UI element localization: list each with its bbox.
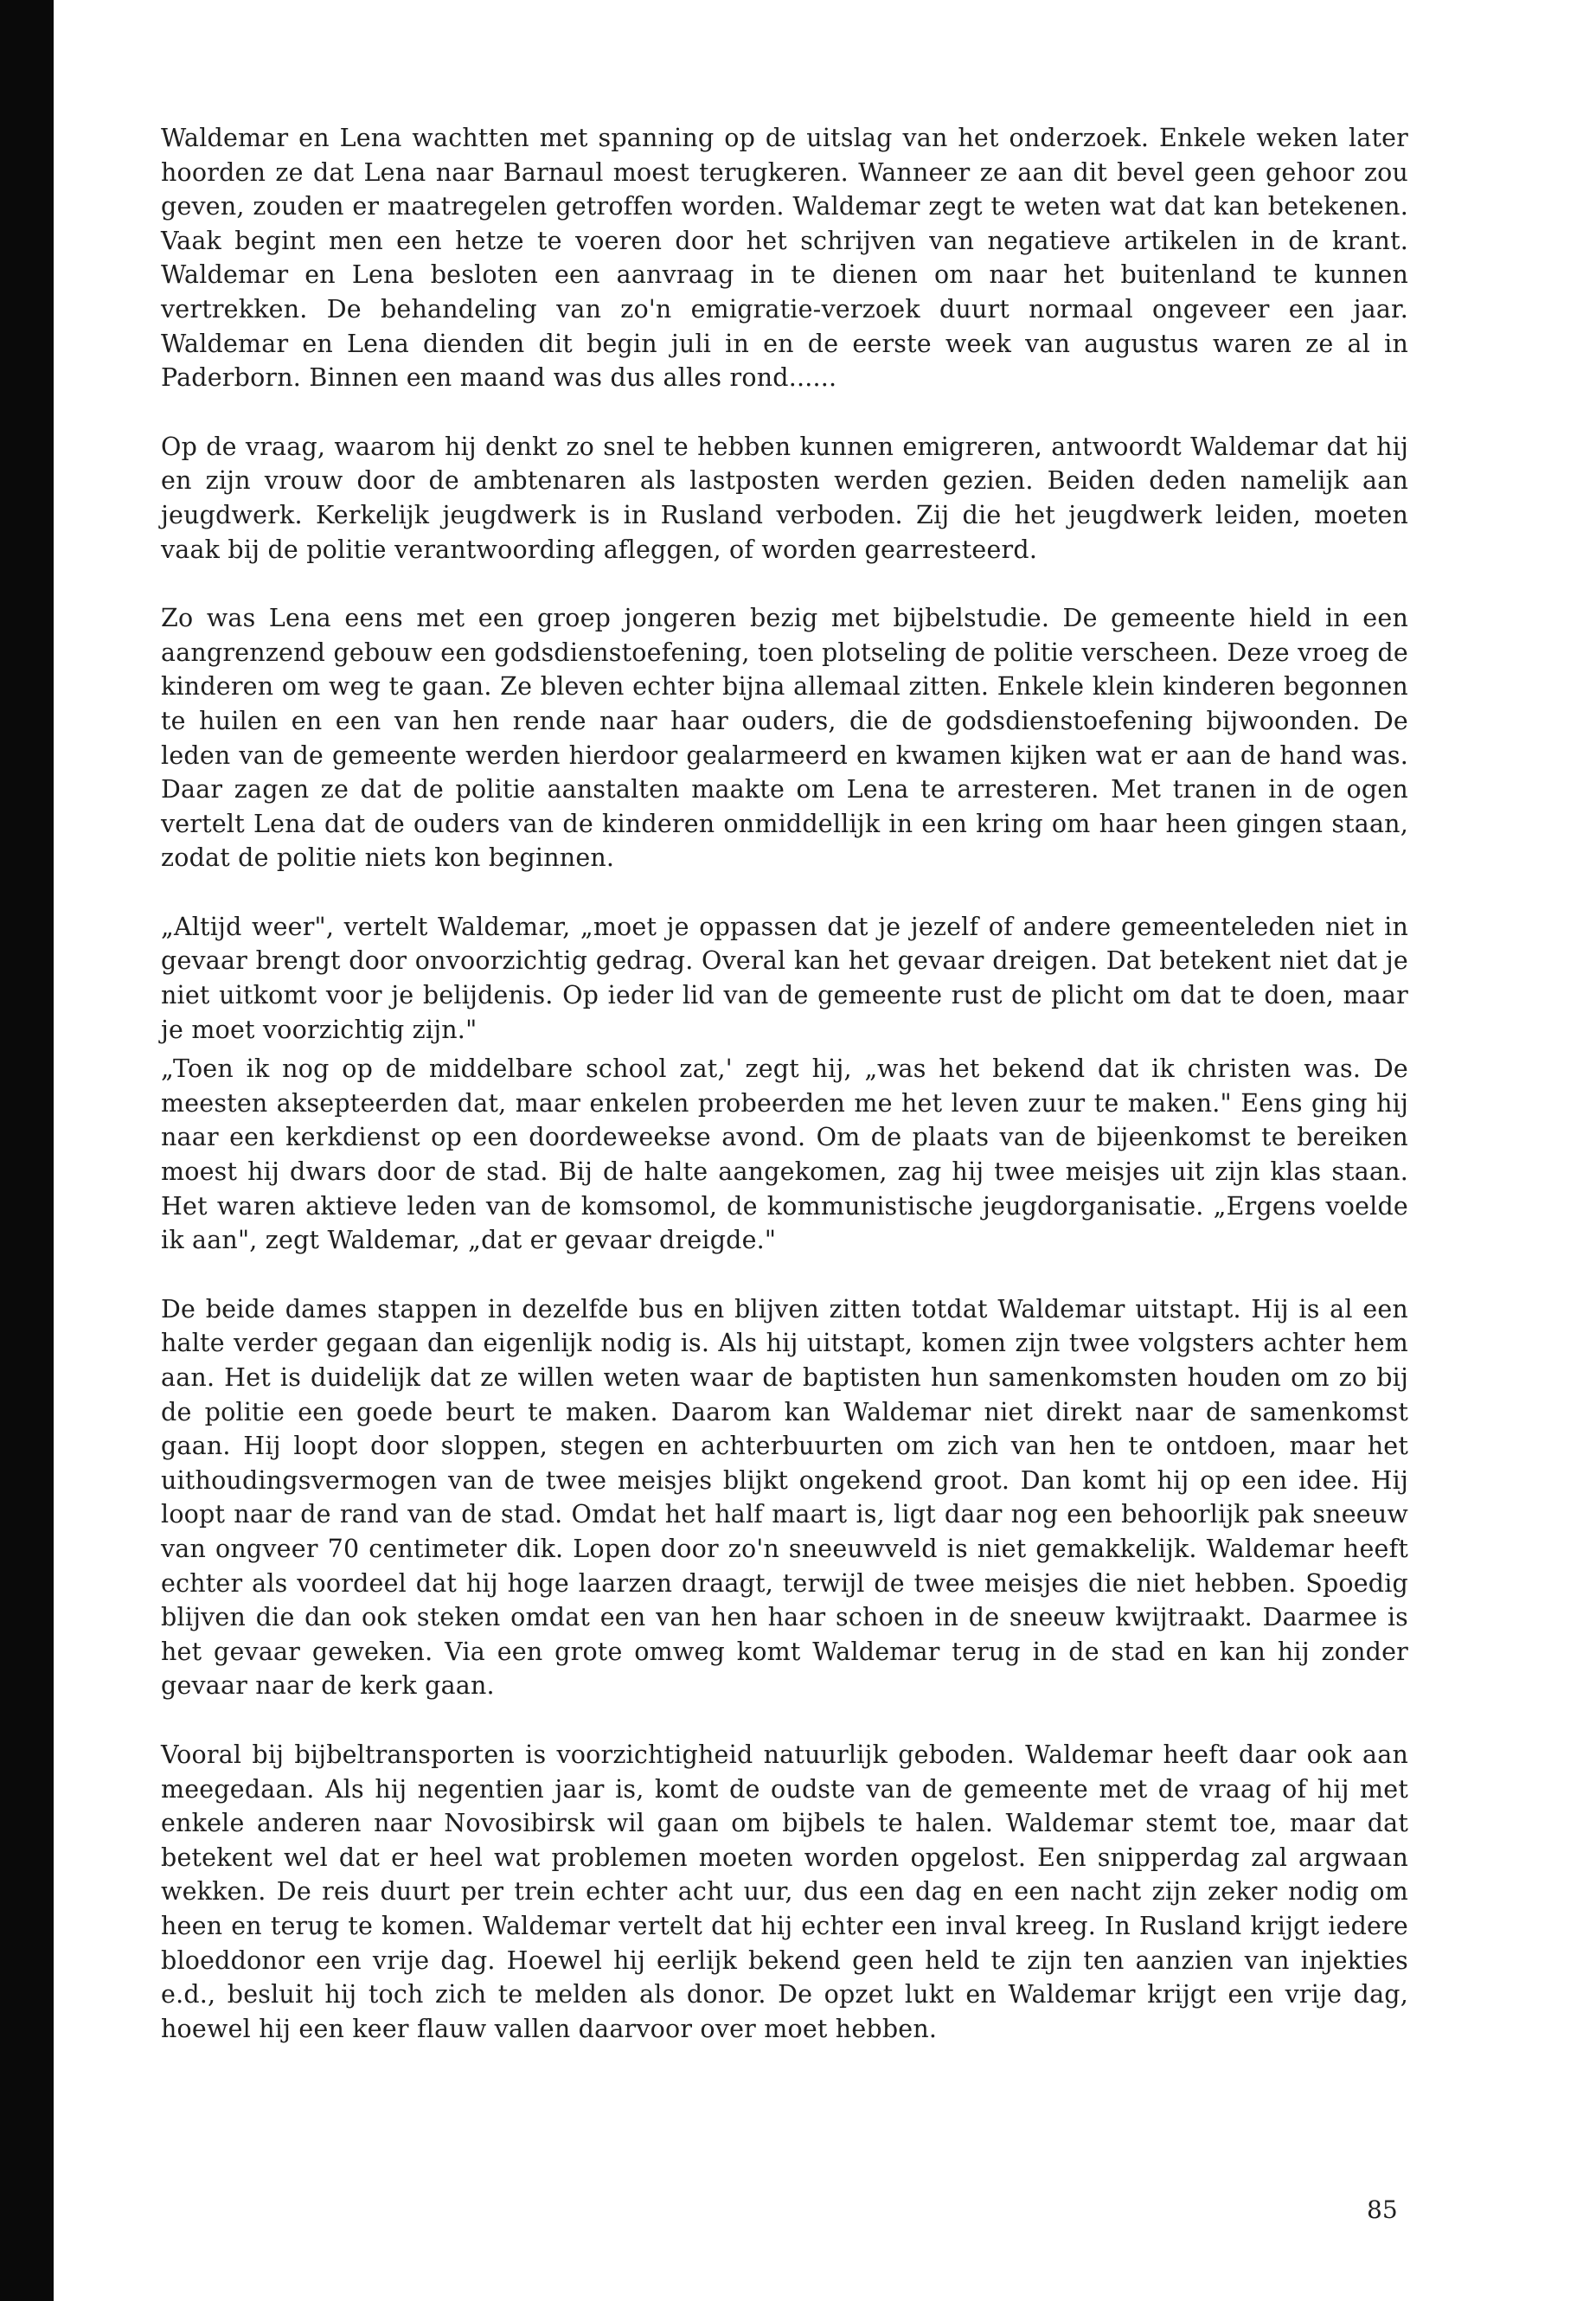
paragraph-2: Op de vraag, waarom hij denkt zo snel te hebben kunnen emigreren, antwoordt Waldemar dat hij en zijn vrouw door de ambtenaren als lastposten werden gezien. Beiden deden namelijk aan jeugdwerk. Kerkelijk jeugdwerk is in Rusland verboden. Zij die het jeugdwerk leiden, moeten vaak bij de politie verantwoording afleggen, of worden gearresteerd. xyxy=(161,432,1408,564)
page-body xyxy=(161,121,1408,2080)
paragraph-7: Vooral bij bijbeltransporten is voorzichtigheid natuurlijk geboden. Waldemar heeft daar ook aan meegedaan. Als hij negentien jaar is, komt de oudste van de gemeente met de vraag of hij met enkele anderen naar Novosibirsk wil gaan om bijbels te halen. Waldemar stemt toe, maar dat betekent wel dat er heel wat problemen moeten worden opgelost. Een snipperdag zal argwaan wekken. De reis duurt per trein echter acht uur, dus een dag en een nacht zijn zeker nodig om heen en terug te komen. Waldemar vertelt dat hij echter een inval kreeg. In Rusland krijgt iedere bloeddonor een vrije dag. Hoewel hij eerlijk bekend geen held te zijn ten aanzien van injekties e.d., besluit hij toch zich te melden als donor. De opzet lukt en Waldemar krijgt een vrije dag, hoewel hij een keer flauw vallen daarvoor over moet hebben. xyxy=(161,1740,1408,2043)
paragraph-1: Waldemar en Lena wachtten met spanning op de uitslag van het onderzoek. Enkele weken later hoorden ze dat Lena naar Barnaul moest terugkeren. Wanneer ze aan dit bevel geen gehoor zou geven, zouden er maatregelen getroffen worden. Waldemar zegt te weten wat dat kan betekenen. Vaak begint men een hetze te voeren door het schrijven van negatieve artikelen in de krant. Waldemar en Lena besloten een aanvraag in te dienen om naar het buitenland te kunnen vertrekken. De behandeling van zo'n emigratie-verzoek duurt normaal ongeveer een jaar. Waldemar en Lena dienden dit begin juli in en de eerste week van augustus waren ze al in Paderborn. Binnen een maand was dus alles rond...... xyxy=(161,124,1408,393)
paragraph-5: „Toen ik nog op de middelbare school zat,' zegt hij, „was het bekend dat ik christen was. De meesten aksepteerden dat, maar enkelen probeerden me het leven zuur te maken." Eens ging hij naar een kerkdienst op een doordeweekse avond. Om de plaats van de bijeenkomst te bereiken moest hij dwars door de stad. Bij de halte aangekomen, zag hij twee meisjes uit zijn klas staan. Het waren aktieve leden van de komsomol, de kommunistische jeugdorganisatie. „Ergens voelde ik aan", zegt Waldemar, „dat er gevaar dreigde." xyxy=(161,1054,1408,1255)
paragraph-3: Zo was Lena eens met een groep jongeren bezig met bijbelstudie. De gemeente hield in een aangrenzend gebouw een godsdienstoefening, toen plotseling de politie verscheen. Deze vroeg de kinderen om weg te gaan. Ze bleven echter bijna allemaal zitten. Enkele klein kinderen begonnen te huilen en een van hen rende naar haar ouders, die de godsdienstoefening bijwoonden. De leden van de gemeente werden hierdoor gealarmeerd en kwamen kijken wat er aan de hand was. Daar zagen ze dat de politie aanstalten maakte om Lena te arresteren. Met tranen in de ogen vertelt Lena dat de ouders van de kinderen onmiddellijk in een kring om haar heen gingen staan, zodat de politie niets kon beginnen. xyxy=(161,604,1408,873)
paragraph-6: De beide dames stappen in dezelfde bus en blijven zitten totdat Waldemar uitstapt. Hij is al een halte verder gegaan dan eigenlijk nodig is. Als hij uitstapt, komen zijn twee volgsters achter hem aan. Het is duidelijk dat ze willen weten waar de baptisten hun samenkomsten houden om zo bij de politie een goede beurt te maken. Daarom kan Waldemar niet direkt naar de samenkomst gaan. Hij loopt door sloppen, stegen en achterbuurten om zich van hen te ontdoen, maar het uithoudingsvermogen van de twee meisjes blijkt ongekend groot. Dan komt hij op een idee. Hij loopt naar de rand van de stad. Omdat het half maart is, ligt daar nog een behoorlijk pak sneeuw van ongveer 70 centimeter dik. Lopen door zo'n sneeuwveld is niet gemakkelijk. Waldemar heeft echter als voordeel dat hij hoge laarzen draagt, terwijl de twee meisjes die niet hebben. Spoedig blijven die dan ook steken omdat een van hen haar schoen in de sneeuw kwijtraakt. Daarmee is het gevaar geweken. Via een grote omweg komt Waldemar terug in de stad en kan hij zonder gevaar naar de kerk gaan. xyxy=(161,1294,1408,1701)
scan-edge xyxy=(0,0,54,2301)
page-number: 85 xyxy=(1367,2195,1398,2224)
paragraph-4: „Altijd weer", vertelt Waldemar, „moet je oppassen dat je jezelf of andere gemeenteleden niet in gevaar brengt door onvoorzichtig gedrag. Overal kan het gevaar dreigen. Dat betekent niet dat je niet uitkomt voor je belijdenis. Op ieder lid van de gemeente rust de plicht om dat te doen, maar je moet voorzichtig zijn." xyxy=(161,912,1408,1044)
